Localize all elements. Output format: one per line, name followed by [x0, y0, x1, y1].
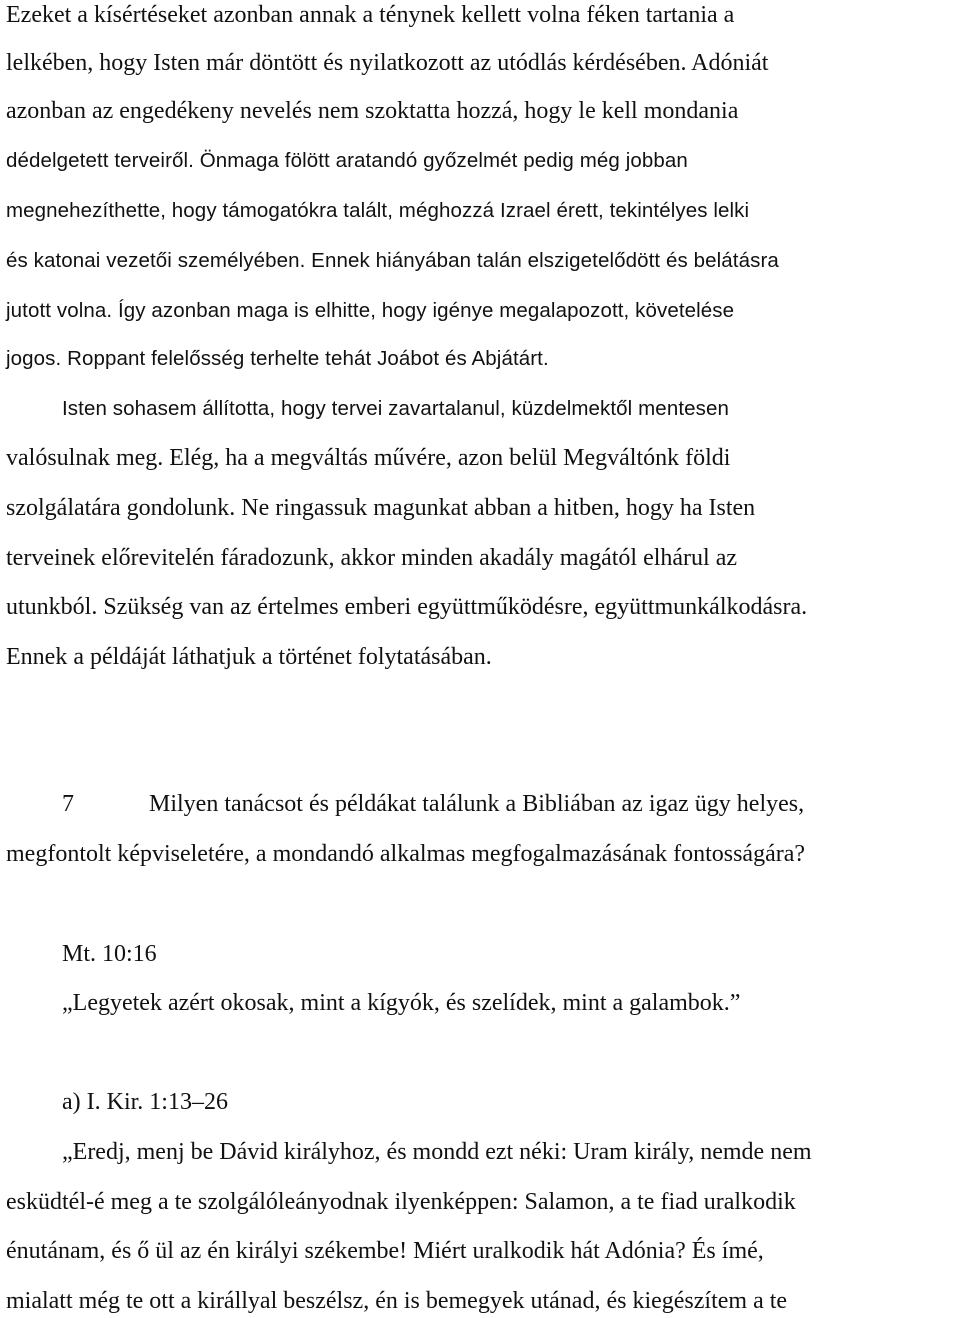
- quote-text: esküdtél-é meg a te szolgálóleányodnak ilyenképpen: Salamon, a te fiad uralkodik: [6, 1189, 796, 1215]
- text-line: megnehezíthette, hogy támogatókra talált, méghozzá Izrael érett, tekintélyes lelki: [6, 199, 750, 222]
- text-line: Isten sohasem állította, hogy tervei zavartalanul, küzdelmektől mentesen: [62, 397, 729, 420]
- quote-text: énutánam, és ő ül az én királyi székembe! Miért uralkodik hát Adónia? És ímé,: [6, 1238, 764, 1264]
- text-line: szolgálatára gondolunk. Ne ringassuk magunkat abban a hitben, hogy ha Isten: [6, 495, 756, 521]
- quote-text: mialatt még te ott a királlyal beszélsz, én is bemegyek utánad, és kiegészítem a te: [6, 1288, 788, 1314]
- reference-label: a) I. Kir. 1:13–26: [62, 1089, 228, 1115]
- text-line: jutott volna. Így azonban maga is elhitte, hogy igénye megalapozott, követelése: [6, 299, 735, 322]
- question-number: 7: [62, 791, 74, 817]
- text-line: valósulnak meg. Elég, ha a megváltás művére, azon belül Megváltónk földi: [6, 445, 731, 471]
- text-line: Ezeket a kísértéseket azonban annak a ténynek kellett volna féken tartania a: [6, 2, 735, 28]
- question-text: megfontolt képviseletére, a mondandó alkalmas megfogalmazásának fontosságára?: [6, 841, 806, 867]
- text-line: Ennek a példáját láthatjuk a történet folytatásában.: [6, 644, 492, 670]
- text-line: azonban az engedékeny nevelés nem szoktatta hozzá, hogy le kell mondania: [6, 98, 739, 124]
- text-line: terveinek előrevitelén fáradozunk, akkor minden akadály magától elhárul az: [6, 545, 738, 571]
- text-line: lelkében, hogy Isten már döntött és nyilatkozott az utódlás kérdésében. Adóniát: [6, 50, 769, 76]
- quote-text: „Eredj, menj be Dávid királyhoz, és mondd ezt néki: Uram király, nemde nem: [62, 1139, 812, 1165]
- text-line: utunkból. Szükség van az értelmes emberi együttműködésre, együttmunkálkodásra.: [6, 594, 808, 620]
- text-line: jogos. Roppant felelősség terhelte tehát Joábot és Abjátárt.: [6, 347, 549, 370]
- text-line: és katonai vezetői személyében. Ennek hiányában talán elszigetelődött és belátásra: [6, 249, 779, 272]
- reference-label: Mt. 10:16: [62, 941, 157, 967]
- question-text: Milyen tanácsot és példákat találunk a Bibliában az igaz ügy helyes,: [149, 791, 805, 817]
- quote-text: „Legyetek azért okosak, mint a kígyók, és szelídek, mint a galambok.”: [62, 990, 741, 1016]
- text-line: dédelgetett terveiről. Önmaga fölött aratandó győzelmét pedig még jobban: [6, 149, 688, 172]
